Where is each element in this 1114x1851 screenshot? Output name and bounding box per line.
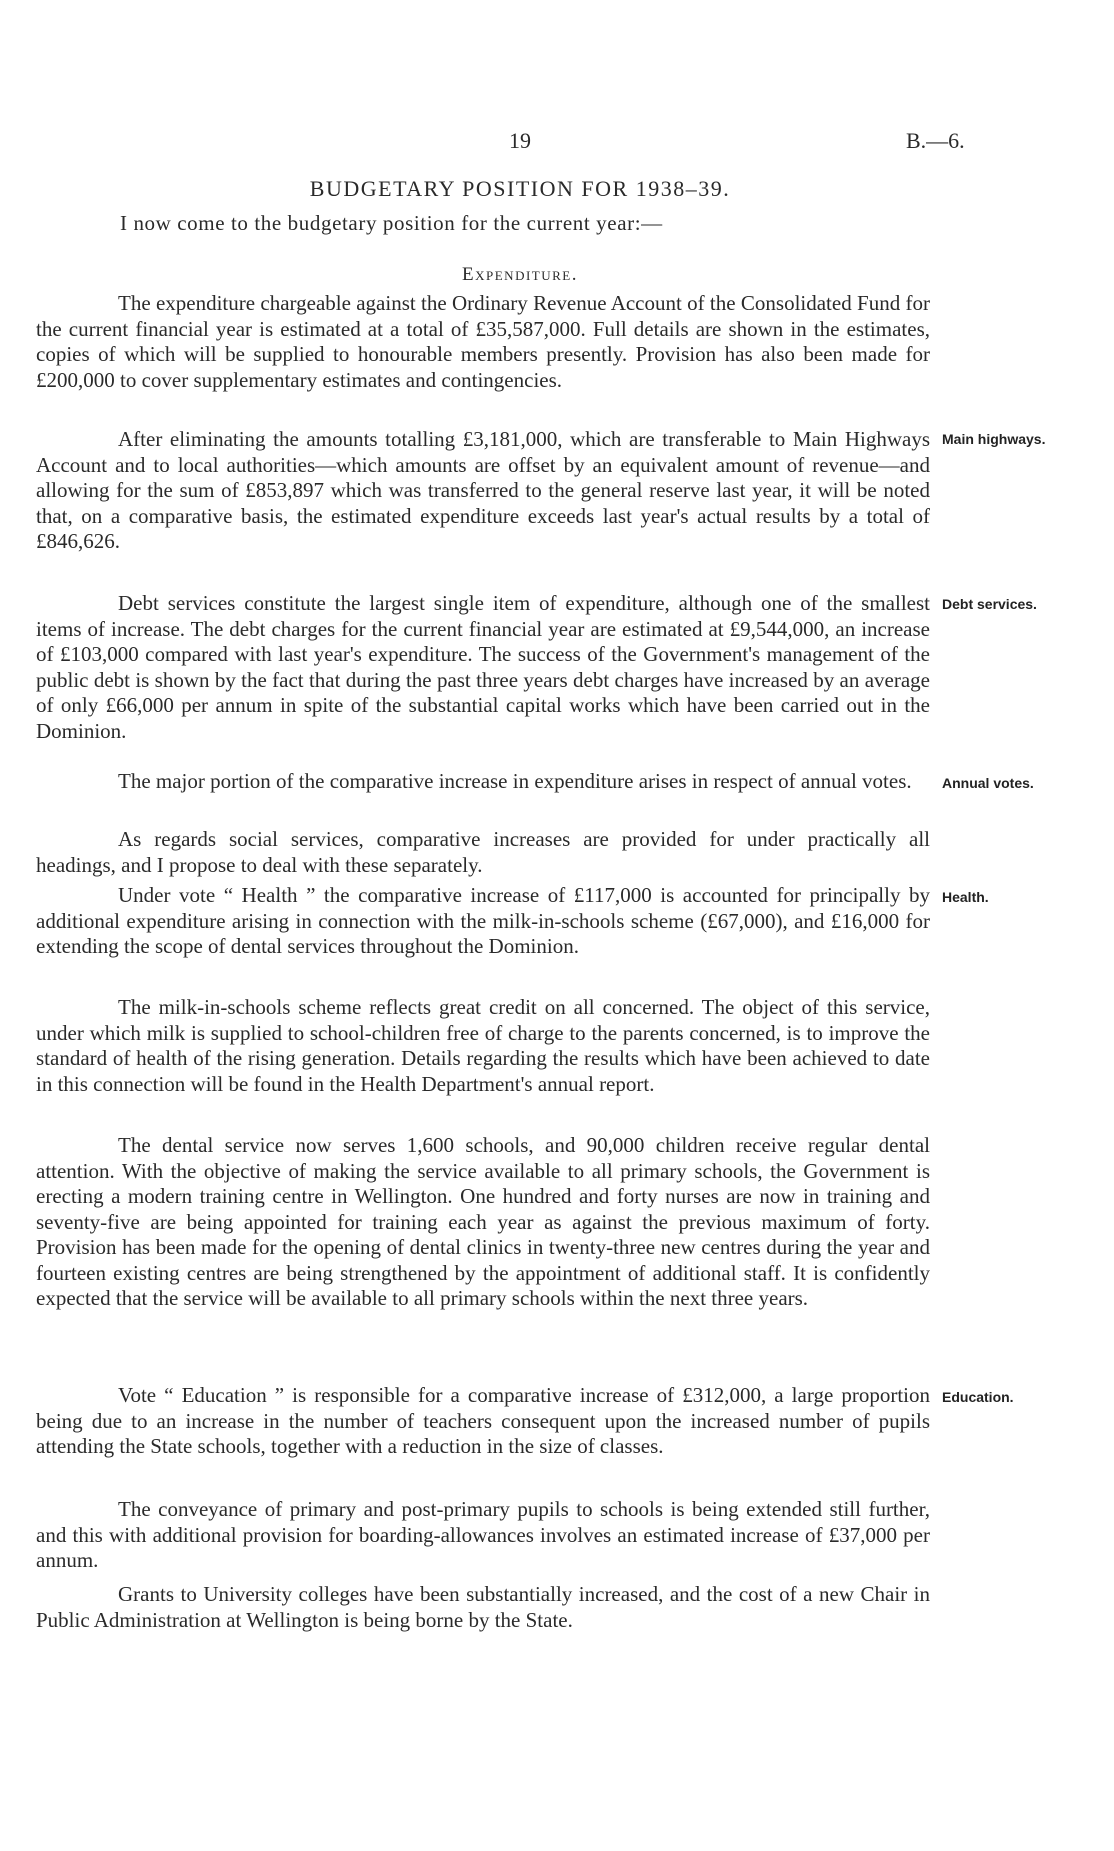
- paragraph-social-services: As regards social services, comparative increases are provided for under practically all headings, and I propose to deal with these separately.: [36, 827, 930, 877]
- paragraph-dental-service: The dental service now serves 1,600 schools, and 90,000 children receive regular dental attention. With the objective of making the service available to all primary schools, the Government is erecting a modern training centre in Wellington. One hundred and forty nurses are now in training and seventy-five are being appointed for training each year as against the previous maximum of forty. Provision has been made for the opening of dental clinics in twenty-three new centres during the year and fourteen existing centres are being strengthened by the appointment of additional staff. It is confidently expected that the service will be available to all primary schools within the next three years.: [36, 1133, 930, 1310]
- paragraph-milk-in-schools: The milk-in-schools scheme reflects great credit on all concerned. The object of this service, under which milk is supplied to school-children free of charge to the parents concerned, is to improve the standard of health of the rising generation. Details regarding the results which have been achieved to date in this connection will be found in the Health Department's annual report.: [36, 995, 930, 1096]
- paragraph-education-vote: Vote “ Education ” is responsible for a comparative increase of £312,000, a large proportion being due to an increase in the number of teachers consequent upon the increased number of pupils attending the State schools, together with a reduction in the size of classes.: [36, 1383, 930, 1458]
- paragraph-debt-services: Debt services constitute the largest single item of expenditure, although one of the smallest items of increase. The debt charges for the current financial year are estimated at £9,544,000, an increase of £103,000 compared with last year's expenditure. The success of the Government's management of the public debt is shown by the fact that during the past three years debt charges have increased by an average of only £66,000 per annum in spite of the substantial capital works which have been carried out in the Dominion.: [36, 591, 930, 743]
- document-reference: B.—6.: [906, 128, 965, 153]
- page-title: BUDGETARY POSITION FOR 1938–39.: [309, 176, 731, 201]
- page-number: 19: [509, 128, 531, 153]
- margin-note-main-highways: Main highways.: [942, 431, 1046, 447]
- paragraph-expenditure-total: The expenditure chargeable against the Ordinary Revenue Account of the Consolidated Fund for the current financial year is estimated at a total of £35,587,000. Full details are shown in the estimates, copies of which will be supplied to honourable members presently. Provision has also been made for £200,000 to cover supplementary estimates and contingencies.: [36, 291, 930, 392]
- section-heading-expenditure: Expenditure.: [462, 264, 578, 285]
- margin-note-debt-services: Debt services.: [942, 596, 1037, 612]
- paragraph-main-highways: After eliminating the amounts totalling £3,181,000, which are transferable to Main Highways Account and to local authorities—which amounts are offset by an equivalent amount of revenue—and allowing for the sum of £853,897 which was transferred to the general reserve last year, it will be noted that, on a comparative basis, the estimated expenditure exceeds last year's actual results by a total of £846,626.: [36, 427, 930, 553]
- margin-note-education: Education.: [942, 1389, 1014, 1405]
- paragraph-annual-votes: The major portion of the comparative increase in expenditure arises in respect of annual votes.: [118, 769, 912, 793]
- paragraph-university-grants: Grants to University colleges have been substantially increased, and the cost of a new Chair in Public Administration at Wellington is being borne by the State.: [36, 1582, 930, 1632]
- margin-note-annual-votes: Annual votes.: [942, 775, 1034, 791]
- paragraph-health-vote: Under vote “ Health ” the comparative increase of £117,000 is accounted for principally by additional expenditure arising in connection with the milk-in-schools scheme (£67,000), and £16,000 for extending the scope of dental services throughout the Dominion.: [36, 883, 930, 958]
- paragraph-pupil-conveyance: The conveyance of primary and post-primary pupils to schools is being extended still further, and this with additional provision for boarding-allowances involves an estimated increase of £37,000 per annum.: [36, 1497, 930, 1572]
- margin-note-health: Health.: [942, 889, 989, 905]
- intro-line: I now come to the budgetary position for the current year:—: [120, 211, 663, 235]
